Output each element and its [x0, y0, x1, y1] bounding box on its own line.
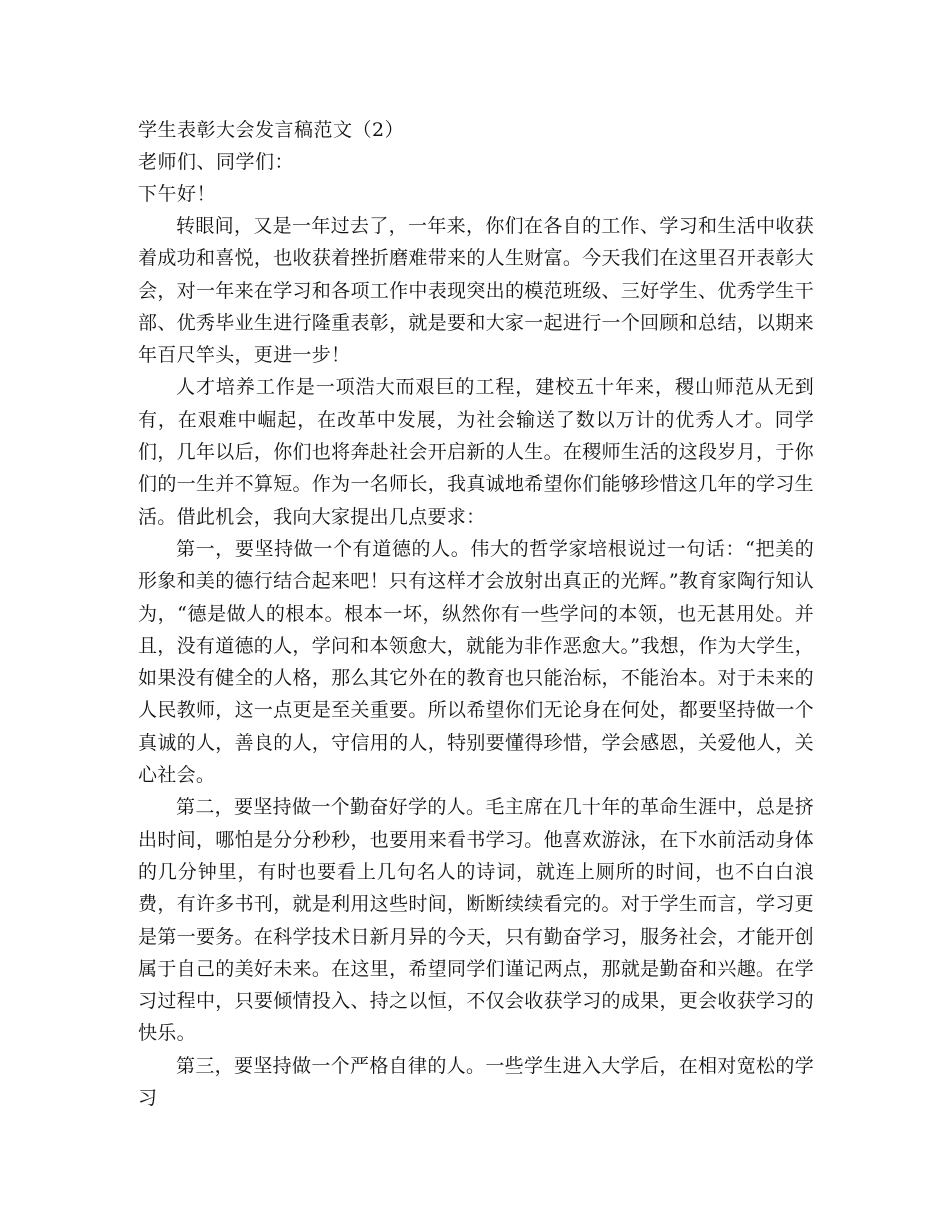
- document-title: 学生表彰大会发言稿范文（2）: [138, 119, 405, 141]
- paragraph-5: 第三，要坚持做一个严格自律的人。一些学生进入大学后，在相对宽松的学习: [138, 1054, 814, 1110]
- paragraph-2: 人才培养工作是一项浩大而艰巨的工程，建校五十年来，稷山师范从无到有，在艰难中崛起，在改革中发展，为社会输送了数以万计的优秀人才。同学们，几年以后，你们也将奔赴社会开启新的人生。在稷师生活的这段岁月，于你们的一生并不算短。作为一名师长，我真诚地希望你们能够珍惜这几年的学习生活。借此机会，我向大家提出几点要求：: [138, 376, 814, 528]
- paragraph-4: 第二，要坚持做一个勤奋好学的人。毛主席在几十年的革命生涯中，总是挤出时间，哪怕是分分秒秒，也要用来看书学习。他喜欢游泳，在下水前活动身体的几分钟里，有时也要看上几句名人的诗词，就连上厕所的时间，也不白白浪费，有许多书刊，就是利用这些时间，断断续续看完的。对于学生而言，学习更是第一要务。在科学技术日新月异的今天，只有勤奋学习，服务社会，才能开创属于自己的美好未来。在这里，希望同学们谨记两点，那就是勤奋和兴趣。在学习过程中，只要倾情投入、持之以恒，不仅会收获学习的成果，更会收获学习的快乐。: [138, 796, 814, 1045]
- paragraph-3: 第一，要坚持做一个有道德的人。伟大的哲学家培根说过一句话：“把美的形象和美的德行结合起来吧！只有这样才会放射出真正的光辉。”教育家陶行知认为，“德是做人的根本。根本一坏，纵然你有一些学问的本领，也无甚用处。并且，没有道德的人，学问和本领愈大，就能为非作恶愈大。”我想，作为大学生，如果没有健全的人格，那么其它外在的教育也只能治标，不能治本。对于未来的人民教师，这一点更是至关重要。所以希望你们无论身在何处，都要坚持做一个真诚的人，善良的人，守信用的人，特别要懂得珍惜，学会感恩，关爱他人，关心社会。: [138, 537, 815, 787]
- paragraph-1: 转眼间，又是一年过去了，一年来，你们在各自的工作、学习和生活中收获着成功和喜悦，也收获着挫折磨难带来的人生财富。今天我们在这里召开表彰大会，对一年来在学习和各项工作中表现突出的模范班级、三好学生、优秀学生干部、优秀毕业生进行隆重表彰，就是要和大家一起进行一个回顾和总结，以期来年百尺竿头，更进一步！: [138, 215, 814, 367]
- salutation: 老师们、同学们：: [138, 151, 295, 173]
- greeting: 下午好！: [138, 183, 217, 205]
- document-body: [138, 114, 814, 1114]
